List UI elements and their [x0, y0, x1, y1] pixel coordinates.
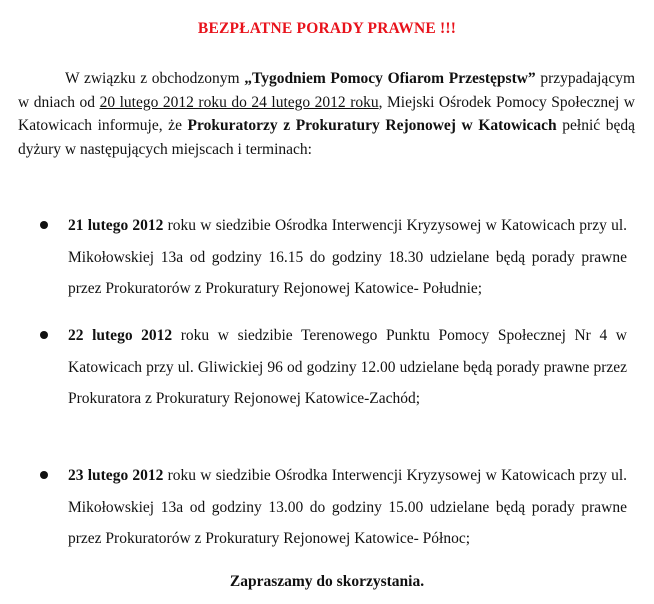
closing-invitation: Zapraszamy do skorzystania.	[229, 573, 425, 590]
bullet-icon	[40, 471, 48, 479]
intro-prosecutors: Prokuratorzy z Prokuratury Rejonowej w Katowicach	[187, 117, 557, 134]
intro-event-name: „Tygodniem Pomocy Ofiarom Przestępstw”	[244, 70, 536, 87]
list-item-text: roku w siedzibie Ośrodka Interwencji Kryzysowej w Katowicach przy ul. Mikołowskiej 13a od godziny 16.15 do godziny 18.30 udzielane będą porady prawne przez Prokuratorów z Prokuratury Rejonowej Katowice- Południe;	[68, 217, 628, 297]
list-item-date: 21 lutego 2012	[68, 217, 164, 234]
intro-text-1: W związku z obchodzonym	[65, 70, 245, 87]
bullet-icon	[40, 331, 48, 339]
intro-text-4: pełnić będą dyżury w następujących miejscach i terminach:	[18, 117, 635, 158]
list-item-date: 22 lutego 2012	[68, 327, 173, 344]
list-item-text: roku w siedzibie Terenowego Punktu Pomocy Społecznej Nr 4 w Katowicach przy ul. Gliwickiej 96 od godziny 12.00 udzielane będą porady prawne przez Prokuratora z Prokuratury Rejonowej Katowice-Zachód;	[68, 327, 627, 407]
list-item-3	[68, 460, 627, 555]
list-item-date: 23 lutego 2012	[68, 467, 164, 484]
list-item-1	[68, 210, 627, 305]
list-item-text: roku w siedzibie Ośrodka Interwencji Kryzysowej w Katowicach przy ul. Mikołowskiej 13a od godziny 13.00 do godziny 15.00 udzielane będą porady prawne przez Prokuratorów z Prokuratury Rejonowej Katowice- Północ;	[68, 467, 628, 547]
intro-paragraph	[18, 67, 635, 161]
intro-date-range: 20 lutego 2012 roku do 24 lutego 2012 roku	[99, 93, 379, 111]
intro-text-3: , Miejski Ośrodek Pomocy Społecznej w Katowicach informuje, że	[18, 93, 635, 134]
bullet-icon	[40, 221, 48, 229]
intro-text-2: przypadającym w dniach od	[18, 70, 635, 111]
page-title: BEZPŁATNE PORADY PRAWNE !!!	[197, 20, 457, 37]
list-item-2	[68, 320, 627, 415]
